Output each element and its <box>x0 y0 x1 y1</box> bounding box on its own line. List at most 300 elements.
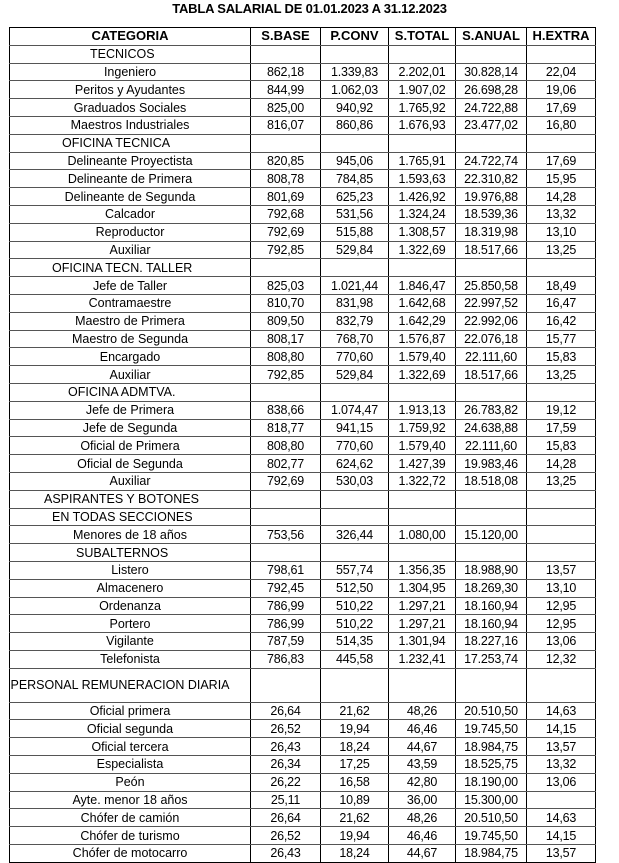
section-label: PERSONAL REMUNERACION DIARIA <box>10 668 251 702</box>
empty-cell <box>527 383 596 401</box>
s-base-cell: 26,22 <box>251 773 321 791</box>
column-header-h-extra: H.EXTRA <box>527 28 596 46</box>
s-total-cell: 1.297,21 <box>389 597 456 615</box>
s-total-cell: 46,46 <box>389 720 456 738</box>
h-extra-cell: 18,49 <box>527 277 596 295</box>
p-conv-cell: 18,24 <box>321 738 389 756</box>
s-anual-cell: 18.319,98 <box>456 223 527 241</box>
s-total-cell: 1.297,21 <box>389 615 456 633</box>
s-base-cell: 786,83 <box>251 650 321 668</box>
s-total-cell: 1.322,69 <box>389 241 456 259</box>
s-total-cell: 1.576,87 <box>389 330 456 348</box>
category-cell: Maestro de Segunda <box>10 330 251 348</box>
empty-cell <box>456 259 527 277</box>
category-cell: Delineante de Segunda <box>10 188 251 206</box>
s-anual-cell: 22.111,60 <box>456 437 527 455</box>
p-conv-cell: 529,84 <box>321 366 389 384</box>
p-conv-cell: 624,62 <box>321 455 389 473</box>
p-conv-cell: 445,58 <box>321 650 389 668</box>
h-extra-cell: 13,06 <box>527 633 596 651</box>
category-cell: Ingeniero <box>10 63 251 81</box>
h-extra-cell: 14,15 <box>527 720 596 738</box>
s-anual-cell: 18.269,30 <box>456 579 527 597</box>
s-total-cell: 1.579,40 <box>389 348 456 366</box>
empty-cell <box>527 668 596 702</box>
s-total-cell: 1.356,35 <box>389 561 456 579</box>
empty-cell <box>389 134 456 152</box>
category-cell: Portero <box>10 615 251 633</box>
table-row <box>10 809 596 827</box>
s-base-cell: 808,17 <box>251 330 321 348</box>
h-extra-cell: 14,63 <box>527 702 596 720</box>
h-extra-cell: 13,10 <box>527 579 596 597</box>
s-anual-cell: 18.160,94 <box>456 597 527 615</box>
empty-cell <box>456 383 527 401</box>
category-cell: Peritos y Ayudantes <box>10 81 251 99</box>
s-anual-cell: 23.477,02 <box>456 116 527 134</box>
p-conv-cell: 326,44 <box>321 526 389 544</box>
table-header-row <box>10 28 596 46</box>
s-base-cell: 26,52 <box>251 827 321 845</box>
s-total-cell: 1.304,95 <box>389 579 456 597</box>
empty-cell <box>321 490 389 508</box>
category-cell: Auxiliar <box>10 241 251 259</box>
table-row <box>10 277 596 295</box>
s-anual-cell: 15.300,00 <box>456 791 527 809</box>
s-base-cell: 26,64 <box>251 809 321 827</box>
s-base-cell: 838,66 <box>251 401 321 419</box>
h-extra-cell: 17,59 <box>527 419 596 437</box>
s-base-cell: 753,56 <box>251 526 321 544</box>
h-extra-cell: 14,28 <box>527 188 596 206</box>
h-extra-cell: 15,95 <box>527 170 596 188</box>
table-row <box>10 738 596 756</box>
h-extra-cell: 13,25 <box>527 472 596 490</box>
section-header-row <box>10 134 596 152</box>
h-extra-cell: 13,25 <box>527 241 596 259</box>
category-cell: Chófer de motocarro <box>10 845 251 863</box>
section-header-row <box>10 544 596 562</box>
s-total-cell: 2.202,01 <box>389 63 456 81</box>
table-row <box>10 579 596 597</box>
h-extra-cell: 12,95 <box>527 615 596 633</box>
category-cell: Ayte. menor 18 años <box>10 791 251 809</box>
s-total-cell: 1.676,93 <box>389 116 456 134</box>
section-label: OFICINA TECNICA <box>10 134 251 152</box>
table-row <box>10 312 596 330</box>
p-conv-cell: 10,89 <box>321 791 389 809</box>
column-header-s-anual: S.ANUAL <box>456 28 527 46</box>
s-anual-cell: 24.722,74 <box>456 152 527 170</box>
table-row <box>10 561 596 579</box>
table-row <box>10 241 596 259</box>
s-base-cell: 26,43 <box>251 845 321 863</box>
table-row <box>10 116 596 134</box>
table-row <box>10 330 596 348</box>
section-header-row <box>10 45 596 63</box>
s-base-cell: 808,80 <box>251 348 321 366</box>
s-total-cell: 43,59 <box>389 756 456 774</box>
s-total-cell: 1.426,92 <box>389 188 456 206</box>
table-row <box>10 773 596 791</box>
s-anual-cell: 20.510,50 <box>456 702 527 720</box>
table-row <box>10 188 596 206</box>
table-row <box>10 720 596 738</box>
s-total-cell: 1.322,72 <box>389 472 456 490</box>
h-extra-cell: 16,47 <box>527 294 596 312</box>
p-conv-cell: 784,85 <box>321 170 389 188</box>
s-total-cell: 1.080,00 <box>389 526 456 544</box>
s-base-cell: 862,18 <box>251 63 321 81</box>
empty-cell <box>527 490 596 508</box>
p-conv-cell: 860,86 <box>321 116 389 134</box>
empty-cell <box>389 383 456 401</box>
s-anual-cell: 19.745,50 <box>456 827 527 845</box>
s-total-cell: 48,26 <box>389 809 456 827</box>
category-cell: Jefe de Taller <box>10 277 251 295</box>
p-conv-cell: 831,98 <box>321 294 389 312</box>
h-extra-cell: 13,57 <box>527 561 596 579</box>
section-header-row <box>10 490 596 508</box>
s-anual-cell: 26.698,28 <box>456 81 527 99</box>
table-row <box>10 81 596 99</box>
s-anual-cell: 18.518,08 <box>456 472 527 490</box>
p-conv-cell: 510,22 <box>321 597 389 615</box>
category-cell: Contramaestre <box>10 294 251 312</box>
p-conv-cell: 832,79 <box>321 312 389 330</box>
s-anual-cell: 19.745,50 <box>456 720 527 738</box>
table-row <box>10 526 596 544</box>
category-cell: Calcador <box>10 205 251 223</box>
s-anual-cell: 22.076,18 <box>456 330 527 348</box>
table-row <box>10 845 596 863</box>
category-cell: Oficial de Segunda <box>10 455 251 473</box>
h-extra-cell: 15,83 <box>527 348 596 366</box>
s-base-cell: 808,80 <box>251 437 321 455</box>
empty-cell <box>321 508 389 526</box>
p-conv-cell: 941,15 <box>321 419 389 437</box>
section-label: SUBALTERNOS <box>10 544 251 562</box>
s-anual-cell: 18.160,94 <box>456 615 527 633</box>
empty-cell <box>389 668 456 702</box>
h-extra-cell: 12,95 <box>527 597 596 615</box>
s-total-cell: 44,67 <box>389 845 456 863</box>
section-header-row <box>10 508 596 526</box>
h-extra-cell: 19,12 <box>527 401 596 419</box>
table-row <box>10 419 596 437</box>
empty-cell <box>251 668 321 702</box>
empty-cell <box>527 544 596 562</box>
h-extra-cell: 13,32 <box>527 205 596 223</box>
s-total-cell: 42,80 <box>389 773 456 791</box>
category-cell: Oficial tercera <box>10 738 251 756</box>
category-cell: Telefonista <box>10 650 251 668</box>
s-base-cell: 25,11 <box>251 791 321 809</box>
category-cell: Maestros Industriales <box>10 116 251 134</box>
table-row <box>10 791 596 809</box>
h-extra-cell: 13,32 <box>527 756 596 774</box>
p-conv-cell: 19,94 <box>321 827 389 845</box>
table-body <box>10 45 596 862</box>
s-anual-cell: 18.539,36 <box>456 205 527 223</box>
category-cell: Jefe de Primera <box>10 401 251 419</box>
s-base-cell: 801,69 <box>251 188 321 206</box>
category-cell: Especialista <box>10 756 251 774</box>
table-row <box>10 205 596 223</box>
p-conv-cell: 530,03 <box>321 472 389 490</box>
category-cell: Almacenero <box>10 579 251 597</box>
h-extra-cell: 13,06 <box>527 773 596 791</box>
s-base-cell: 792,85 <box>251 241 321 259</box>
table-row <box>10 223 596 241</box>
empty-cell <box>321 134 389 152</box>
s-base-cell: 26,43 <box>251 738 321 756</box>
category-cell: Ordenanza <box>10 597 251 615</box>
s-base-cell: 787,59 <box>251 633 321 651</box>
empty-cell <box>321 259 389 277</box>
category-cell: Peón <box>10 773 251 791</box>
s-base-cell: 809,50 <box>251 312 321 330</box>
empty-cell <box>527 134 596 152</box>
category-cell: Oficial primera <box>10 702 251 720</box>
table-row <box>10 827 596 845</box>
p-conv-cell: 945,06 <box>321 152 389 170</box>
s-total-cell: 1.232,41 <box>389 650 456 668</box>
section-label: ASPIRANTES Y BOTONES <box>10 490 251 508</box>
empty-cell <box>389 508 456 526</box>
p-conv-cell: 514,35 <box>321 633 389 651</box>
p-conv-cell: 529,84 <box>321 241 389 259</box>
table-row <box>10 472 596 490</box>
column-header-p-conv: P.CONV <box>321 28 389 46</box>
s-total-cell: 1.765,92 <box>389 99 456 117</box>
h-extra-cell: 15,77 <box>527 330 596 348</box>
s-base-cell: 818,77 <box>251 419 321 437</box>
category-cell: Menores de 18 años <box>10 526 251 544</box>
s-total-cell: 1.765,91 <box>389 152 456 170</box>
category-cell: Graduados Sociales <box>10 99 251 117</box>
table-row <box>10 756 596 774</box>
column-header-categoria: CATEGORIA <box>10 28 251 46</box>
category-cell: Vigilante <box>10 633 251 651</box>
document-title: TABLA SALARIAL DE 01.01.2023 A 31.12.2023 <box>172 1 447 16</box>
s-base-cell: 26,34 <box>251 756 321 774</box>
h-extra-cell: 14,63 <box>527 809 596 827</box>
h-extra-cell: 16,42 <box>527 312 596 330</box>
empty-cell <box>251 490 321 508</box>
s-anual-cell: 24.722,88 <box>456 99 527 117</box>
s-total-cell: 1.322,69 <box>389 366 456 384</box>
p-conv-cell: 1.021,44 <box>321 277 389 295</box>
table-row <box>10 294 596 312</box>
s-total-cell: 48,26 <box>389 702 456 720</box>
empty-cell <box>456 668 527 702</box>
table-row <box>10 152 596 170</box>
s-total-cell: 1.308,57 <box>389 223 456 241</box>
h-extra-cell: 13,10 <box>527 223 596 241</box>
empty-cell <box>321 45 389 63</box>
empty-cell <box>456 544 527 562</box>
s-anual-cell: 19.983,46 <box>456 455 527 473</box>
empty-cell <box>389 45 456 63</box>
p-conv-cell: 940,92 <box>321 99 389 117</box>
empty-cell <box>527 508 596 526</box>
category-cell: Maestro de Primera <box>10 312 251 330</box>
empty-cell <box>251 134 321 152</box>
s-anual-cell: 19.976,88 <box>456 188 527 206</box>
category-cell: Auxiliar <box>10 472 251 490</box>
s-anual-cell: 15.120,00 <box>456 526 527 544</box>
s-anual-cell: 18.525,75 <box>456 756 527 774</box>
table-row <box>10 615 596 633</box>
s-base-cell: 786,99 <box>251 615 321 633</box>
s-total-cell: 1.301,94 <box>389 633 456 651</box>
s-base-cell: 792,69 <box>251 223 321 241</box>
s-base-cell: 26,64 <box>251 702 321 720</box>
s-anual-cell: 18.227,16 <box>456 633 527 651</box>
s-base-cell: 820,85 <box>251 152 321 170</box>
section-label: TECNICOS <box>10 45 251 63</box>
empty-cell <box>321 668 389 702</box>
category-cell: Oficial segunda <box>10 720 251 738</box>
column-header-s-base: S.BASE <box>251 28 321 46</box>
category-cell: Auxiliar <box>10 366 251 384</box>
h-extra-cell: 15,83 <box>527 437 596 455</box>
empty-cell <box>456 134 527 152</box>
p-conv-cell: 17,25 <box>321 756 389 774</box>
p-conv-cell: 21,62 <box>321 809 389 827</box>
s-base-cell: 825,03 <box>251 277 321 295</box>
category-cell: Delineante de Primera <box>10 170 251 188</box>
s-anual-cell: 30.828,14 <box>456 63 527 81</box>
empty-cell <box>527 259 596 277</box>
s-total-cell: 1.642,29 <box>389 312 456 330</box>
h-extra-cell: 22,04 <box>527 63 596 81</box>
empty-cell <box>389 544 456 562</box>
s-total-cell: 44,67 <box>389 738 456 756</box>
s-anual-cell: 22.310,82 <box>456 170 527 188</box>
empty-cell <box>321 383 389 401</box>
table-row <box>10 348 596 366</box>
salary-table <box>9 27 596 863</box>
empty-cell <box>251 383 321 401</box>
empty-cell <box>456 508 527 526</box>
h-extra-cell: 13,57 <box>527 845 596 863</box>
p-conv-cell: 510,22 <box>321 615 389 633</box>
s-total-cell: 1.759,92 <box>389 419 456 437</box>
s-anual-cell: 25.850,58 <box>456 277 527 295</box>
s-base-cell: 844,99 <box>251 81 321 99</box>
empty-cell <box>456 490 527 508</box>
table-row <box>10 99 596 117</box>
table-row <box>10 650 596 668</box>
empty-cell <box>389 490 456 508</box>
category-cell: Chófer de camión <box>10 809 251 827</box>
section-header-row <box>10 383 596 401</box>
empty-cell <box>251 508 321 526</box>
s-anual-cell: 20.510,50 <box>456 809 527 827</box>
s-anual-cell: 18.984,75 <box>456 738 527 756</box>
p-conv-cell: 512,50 <box>321 579 389 597</box>
h-extra-cell: 12,32 <box>527 650 596 668</box>
table-row <box>10 597 596 615</box>
category-cell: Oficial de Primera <box>10 437 251 455</box>
p-conv-cell: 515,88 <box>321 223 389 241</box>
p-conv-cell: 531,56 <box>321 205 389 223</box>
p-conv-cell: 1.062,03 <box>321 81 389 99</box>
s-base-cell: 808,78 <box>251 170 321 188</box>
s-anual-cell: 22.992,06 <box>456 312 527 330</box>
table-row <box>10 437 596 455</box>
h-extra-cell <box>527 526 596 544</box>
table-row <box>10 366 596 384</box>
table-row <box>10 401 596 419</box>
h-extra-cell: 14,15 <box>527 827 596 845</box>
s-anual-cell: 22.111,60 <box>456 348 527 366</box>
p-conv-cell: 19,94 <box>321 720 389 738</box>
h-extra-cell: 19,06 <box>527 81 596 99</box>
s-total-cell: 1.907,02 <box>389 81 456 99</box>
s-anual-cell: 18.988,90 <box>456 561 527 579</box>
s-anual-cell: 24.638,88 <box>456 419 527 437</box>
s-total-cell: 1.642,68 <box>389 294 456 312</box>
h-extra-cell: 16,80 <box>527 116 596 134</box>
s-anual-cell: 22.997,52 <box>456 294 527 312</box>
s-anual-cell: 17.253,74 <box>456 650 527 668</box>
h-extra-cell: 13,25 <box>527 366 596 384</box>
s-total-cell: 46,46 <box>389 827 456 845</box>
empty-cell <box>251 45 321 63</box>
s-anual-cell: 18.190,00 <box>456 773 527 791</box>
section-header-row <box>10 668 596 702</box>
p-conv-cell: 770,60 <box>321 437 389 455</box>
h-extra-cell: 17,69 <box>527 99 596 117</box>
p-conv-cell: 557,74 <box>321 561 389 579</box>
category-cell: Chófer de turismo <box>10 827 251 845</box>
category-cell: Listero <box>10 561 251 579</box>
s-base-cell: 786,99 <box>251 597 321 615</box>
s-base-cell: 810,70 <box>251 294 321 312</box>
p-conv-cell: 1.074,47 <box>321 401 389 419</box>
empty-cell <box>321 544 389 562</box>
s-base-cell: 825,00 <box>251 99 321 117</box>
p-conv-cell: 21,62 <box>321 702 389 720</box>
empty-cell <box>389 259 456 277</box>
category-cell: Reproductor <box>10 223 251 241</box>
category-cell: Jefe de Segunda <box>10 419 251 437</box>
table-row <box>10 455 596 473</box>
s-total-cell: 1.579,40 <box>389 437 456 455</box>
s-total-cell: 1.913,13 <box>389 401 456 419</box>
p-conv-cell: 768,70 <box>321 330 389 348</box>
s-base-cell: 792,69 <box>251 472 321 490</box>
s-base-cell: 792,45 <box>251 579 321 597</box>
empty-cell <box>251 259 321 277</box>
p-conv-cell: 770,60 <box>321 348 389 366</box>
h-extra-cell: 14,28 <box>527 455 596 473</box>
s-total-cell: 1.427,39 <box>389 455 456 473</box>
empty-cell <box>456 45 527 63</box>
p-conv-cell: 16,58 <box>321 773 389 791</box>
section-label: OFICINA ADMTVA. <box>10 383 251 401</box>
section-label: OFICINA TECN. TALLER <box>10 259 251 277</box>
category-cell: Encargado <box>10 348 251 366</box>
s-anual-cell: 18.517,66 <box>456 241 527 259</box>
s-anual-cell: 18.517,66 <box>456 366 527 384</box>
s-total-cell: 1.846,47 <box>389 277 456 295</box>
table-row <box>10 170 596 188</box>
h-extra-cell <box>527 791 596 809</box>
